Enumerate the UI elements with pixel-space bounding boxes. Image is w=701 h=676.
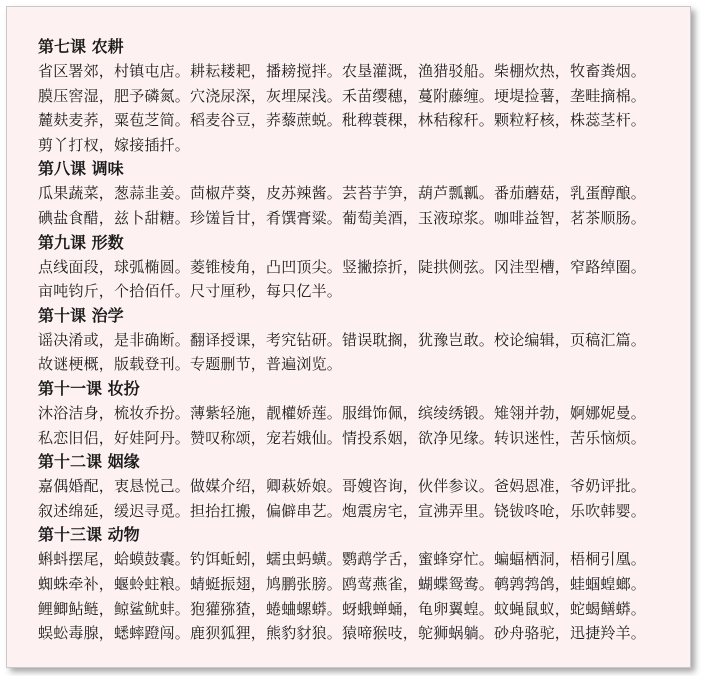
lesson-section (38, 157, 688, 230)
lesson-title: 第七课 农耕 (38, 37, 124, 56)
text-line: 沐浴洁身，梳妆乔扮。薄紫轻施，靓權娇莲。服缉饰佩，缤绫绣锻。雉翎并勃，婀娜妮曼。 (38, 403, 647, 422)
lesson-title: 第十二课 姻缘 (38, 452, 140, 472)
text-line: 省区署郊，村镇屯店。耕耘耧耙，播耪搅拌。农垦灌溉，渔猎驳船。柴棚炊热，牧畜粪烟。 (38, 62, 647, 80)
text-line: 鲤鲫鲇鲢，鲸鲨鱿蚌。狍獾猕猹，蜷蛐螺蟒。蚜蛾蝉蛹，龟卵翼蝗。蚊蝇鼠蚁，蛇蝎鳝蟒。 (38, 599, 647, 618)
text-line: 剪丫打杈，嫁接插扦。 (38, 135, 191, 154)
text-line: 叙述绵延，缓迟寻觅。担抬扛搬，偏僻串艺。炮震房宅，宣沸弄里。铙钹咚呛，乐吹韩婴。 (38, 501, 647, 520)
text-line: 谣决淆或，是非确断。翻译授课，考究钻研。错误耽搁，犹豫岂敢。校论编辑，页稿汇篇。 (38, 330, 647, 349)
lesson-section (38, 377, 688, 450)
text-line: 私恋旧侣，好娃阿丹。赞叹称颂，宠若娥仙。情投系姻，欲净见缘。转识迷性，苦乐恼烦。 (38, 428, 647, 447)
lesson-title: 第八课 调味 (38, 159, 124, 179)
text-line: 嘉偶婚配，衷恳悦己。做媒介绍，卿萩娇娘。哥嫂咨询，伙伴参议。爸妈恩准，爷奶评批。 (38, 477, 647, 496)
lesson-title: 第十课 治学 (38, 305, 124, 325)
lesson-section (38, 523, 688, 645)
document-content (38, 35, 688, 646)
lesson-section (38, 231, 688, 304)
lesson-section (38, 450, 688, 523)
text-line: 瓜果蔬菜，葱蒜韭姜。茴椒芹葵，皮苏辣酱。芸苔芋笋，葫芦瓢瓤。番茄蘑菇，乳蛋醇酿。 (38, 184, 647, 203)
lesson-title: 第十三课 动物 (38, 525, 140, 545)
text-line: 蝌蚪摆尾，蛤蟆鼓囊。钓饵蚯蚓，蠕虫蚂蟥。鹦鹉学舌，蜜蜂穿忙。蝙蝠栖洞，梧桐引凰。 (38, 550, 647, 569)
lesson-title: 第九课 形数 (38, 232, 124, 252)
text-line: 碘盐食醋，兹卜甜糖。珍馐旨甘，肴馔膏粱。葡萄美酒，玉液琼浆。咖啡益智，茗茶顺肠。 (38, 208, 647, 227)
text-line: 点线面段，球弧椭圆。菱锥棱角，凸凹顶尖。竖撇捺折，陡拱侧弦。冈洼型槽，窄路绰圈。 (38, 257, 647, 276)
text-line: 亩吨钧斤，个拾佰仟。尺寸厘秒，每只亿半。 (38, 282, 343, 301)
text-line: 蜘蛛牵补，蝘蛉蛀粮。蜻蜓振翅，鸠鹏张膀。鸥莺燕雀，蝴蝶鸳鸯。鹌鹑鹁鸽，蛙蝈蝗螂。 (38, 574, 647, 593)
text-line: 蜈蚣毒腺，蟋蟀蹬闯。鹿狈狐狸，熊豹豺狼。猿啼猴吱，鸵狮蜗躺。砂舟骆驼，迅捷羚羊。 (38, 624, 647, 643)
text-line: 膜压窖湿，肥予磷氮。穴浇尿深，灰埋屎浅。禾苗缨穗，蔓附藤缠。埂堤捡薯，垄畦摘棉。 (38, 86, 647, 105)
text-line: 故谜梗概，版载登刊。专题删节，普遍浏览。 (38, 355, 343, 374)
lesson-section (38, 304, 688, 377)
lesson-section (38, 35, 688, 157)
lesson-title: 第十一课 妆扮 (38, 378, 140, 398)
document-frame (6, 6, 691, 668)
text-line: 麓麸麦荞，粟苞芝简。稻麦谷豆，荞藜蔗蜕。秕稗蓑稞，林秸稼秆。颗粒籽核，株蕊茎杆。 (38, 111, 647, 130)
